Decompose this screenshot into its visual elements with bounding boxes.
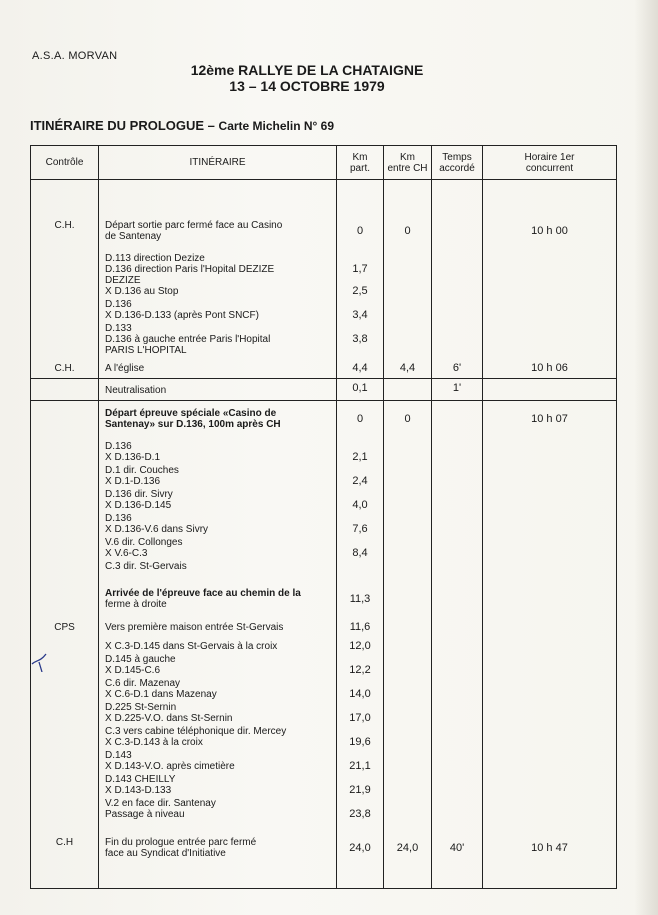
table-header-row	[31, 146, 617, 180]
km-partiel: 12,2	[349, 664, 371, 676]
itinerary-line: X C.3-D.143 à la croix	[105, 737, 203, 748]
subtitle-map: Carte Michelin N° 69	[218, 119, 335, 133]
itinerary-line: X D.143-D.133	[105, 785, 172, 796]
s2-km-part	[337, 401, 384, 889]
itinerary-line: X D.143-V.O. après cimetière	[105, 761, 235, 772]
col-header-temps	[432, 146, 483, 180]
temps-accorde: 6'	[452, 362, 462, 374]
km-partiel: 17,0	[349, 712, 371, 724]
horaire: 10 h 00	[531, 225, 568, 237]
itinerary-line: X C.3-D.145 dans St-Gervais à la croix	[105, 641, 278, 652]
km-partiel: 11,3	[349, 593, 371, 605]
itinerary-subtitle	[30, 118, 334, 133]
itinerary-line: X D.1-D.136	[105, 476, 161, 487]
km-entre-ch: 0	[404, 225, 411, 237]
horaire: 10 h 07	[531, 413, 568, 425]
s2-temps	[432, 401, 483, 889]
itinerary-line: Fin du prologue entrée parc fermé	[105, 837, 257, 848]
s2-itineraire	[99, 401, 337, 889]
col-header-itineraire: ITINÉRAIRE	[99, 146, 337, 180]
itinerary-line: V.6 dir. Collonges	[105, 537, 183, 548]
page-edge-shadow	[634, 0, 658, 915]
itinerary-line: X D.136-V.6 dans Sivry	[105, 524, 209, 535]
itinerary-line: D.225 St-Sernin	[105, 702, 177, 713]
temps-label: Temps accordé	[439, 151, 475, 174]
itinerary-line: Départ sortie parc fermé face au Casino	[105, 220, 283, 231]
s2-horaire	[483, 401, 617, 889]
s2-km-ch	[384, 401, 432, 889]
rally-dates: 13 – 14 OCTOBRE 1979	[229, 78, 385, 94]
horaire: 10 h 06	[531, 362, 568, 374]
itinerary-line: D.133	[105, 323, 132, 334]
km-partiel: 14,0	[349, 688, 371, 700]
itinerary-line: C.6 dir. Mazenay	[105, 678, 181, 689]
control-point: C.H.	[54, 363, 75, 374]
itinerary-line: V.2 en face dir. Santenay	[105, 798, 216, 809]
itinerary-line: DEZIZE	[105, 275, 141, 286]
s1-km-part	[337, 180, 384, 379]
horaire-label: Horaire 1er concurrent	[524, 151, 575, 174]
control-point: C.H	[55, 837, 74, 848]
s2-controle	[31, 401, 99, 889]
itinerary-line: D.136	[105, 513, 132, 524]
temps-accorde: 40'	[449, 842, 465, 854]
km-partiel: 2,5	[352, 285, 368, 297]
km-partiel: 2,1	[352, 451, 368, 463]
km-partiel: 4,4	[352, 362, 368, 374]
km-part-label: Km part.	[349, 151, 370, 174]
km-entre-ch: 4,4	[399, 362, 416, 374]
itinerary-line: ferme à droite	[105, 599, 167, 610]
itinerary-line: X D.145-C.6	[105, 665, 161, 676]
km-partiel: 3,4	[352, 309, 368, 321]
itinerary-line: face au Syndicat d'Initiative	[105, 848, 226, 859]
itinerary-line: X D.136-D.1	[105, 452, 161, 463]
itinerary-line: D.113 direction Dezize	[105, 253, 205, 264]
itinerary-line: D.145 à gauche	[105, 654, 176, 665]
s1-temps	[432, 180, 483, 379]
horaire: 10 h 47	[531, 842, 568, 854]
itinerary-line: X D.136 au Stop	[105, 286, 179, 297]
rally-title: 12ème RALLYE DE LA CHATAIGNE	[190, 62, 424, 78]
itinerary-line: D.1 dir. Couches	[105, 465, 179, 476]
itinerary-line: Santenay» sur D.136, 100m après CH	[105, 419, 281, 430]
neutral-controle	[31, 379, 99, 401]
km-partiel: 7,6	[352, 523, 368, 535]
km-partiel: 1,7	[352, 263, 368, 275]
km-partiel: 3,8	[352, 333, 368, 345]
itinerary-line: X D.136-D.145	[105, 500, 172, 511]
km-entre-ch: 0	[404, 413, 411, 425]
control-point: CPS	[54, 622, 75, 633]
km-entre-ch: 24,0	[396, 842, 419, 854]
neutral-label-cell	[99, 379, 337, 401]
itinerary-line: A l'église	[105, 363, 145, 374]
itinerary-line: D.136	[105, 299, 132, 310]
km-partiel: 12,0	[349, 640, 371, 652]
km-partiel: 24,0	[349, 842, 371, 854]
itinerary-line: X C.6-D.1 dans Mazenay	[105, 689, 217, 700]
pen-mark	[30, 650, 50, 672]
km-partiel: 0	[356, 413, 364, 425]
itinerary-line: C.3 dir. St-Gervais	[105, 561, 187, 572]
itinerary-line: X D.136-D.133 (après Pont SNCF)	[105, 310, 259, 321]
neutral-km: 0,1	[352, 382, 368, 394]
itinerary-line: D.143 CHEILLY	[105, 774, 176, 785]
itinerary-line: de Santenay	[105, 231, 162, 242]
itinerary-line: D.143	[105, 750, 132, 761]
section-epreuve	[31, 401, 617, 889]
km-partiel: 21,1	[349, 760, 371, 772]
itinerary-line: Départ épreuve spéciale «Casino de	[105, 408, 277, 419]
neutralisation-row	[31, 379, 617, 401]
km-ch-label: Km entre CH	[387, 151, 428, 174]
col-header-horaire	[483, 146, 617, 180]
km-partiel: 4,0	[352, 499, 368, 511]
s1-horaire	[483, 180, 617, 379]
itinerary-line: D.136 direction Paris l'Hopital DEZIZE	[105, 264, 275, 275]
organizer-name: A.S.A. MORVAN	[32, 50, 118, 62]
itinerary-line: X V.6-C.3	[105, 548, 148, 559]
km-partiel: 19,6	[349, 736, 371, 748]
s1-itineraire	[99, 180, 337, 379]
itinerary-line: D.136 à gauche entrée Paris l'Hopital	[105, 334, 271, 345]
km-partiel: 8,4	[352, 547, 368, 559]
neutral-horaire-cell	[483, 379, 617, 401]
itinerary-line: C.3 vers cabine téléphonique dir. Mercey	[105, 726, 287, 737]
neutral-temps-cell	[432, 379, 483, 401]
subtitle-main: ITINÉRAIRE DU PROLOGUE –	[30, 118, 219, 133]
neutral-label: Neutralisation	[105, 385, 167, 396]
col-header-km-entre-ch	[384, 146, 432, 180]
itinerary-line: D.136	[105, 441, 132, 452]
itinerary-line: Vers première maison entrée St-Gervais	[105, 622, 284, 633]
col-header-km-part	[337, 146, 384, 180]
s1-controle	[31, 180, 99, 379]
itinerary-line: Arrivée de l'épreuve face au chemin de la	[105, 588, 301, 599]
itinerary-line: PARIS L'HOPITAL	[105, 345, 187, 356]
itinerary-line: Passage à niveau	[105, 809, 185, 820]
itinerary-line: D.136 dir. Sivry	[105, 489, 173, 500]
km-partiel: 23,8	[349, 808, 371, 820]
neutral-temps: 1'	[452, 382, 462, 394]
km-partiel: 21,9	[349, 784, 371, 796]
section-liaison	[31, 180, 617, 379]
col-header-controle: Contrôle	[31, 146, 99, 180]
neutral-km-cell	[337, 379, 384, 401]
km-partiel: 2,4	[352, 475, 368, 487]
km-partiel: 0	[356, 225, 364, 237]
itinerary-table	[30, 145, 617, 889]
itinerary-line: X D.225-V.O. dans St-Sernin	[105, 713, 233, 724]
km-partiel: 11,6	[349, 621, 371, 633]
neutral-kmch-cell	[384, 379, 432, 401]
control-point: C.H.	[54, 220, 75, 231]
s1-km-ch	[384, 180, 432, 379]
